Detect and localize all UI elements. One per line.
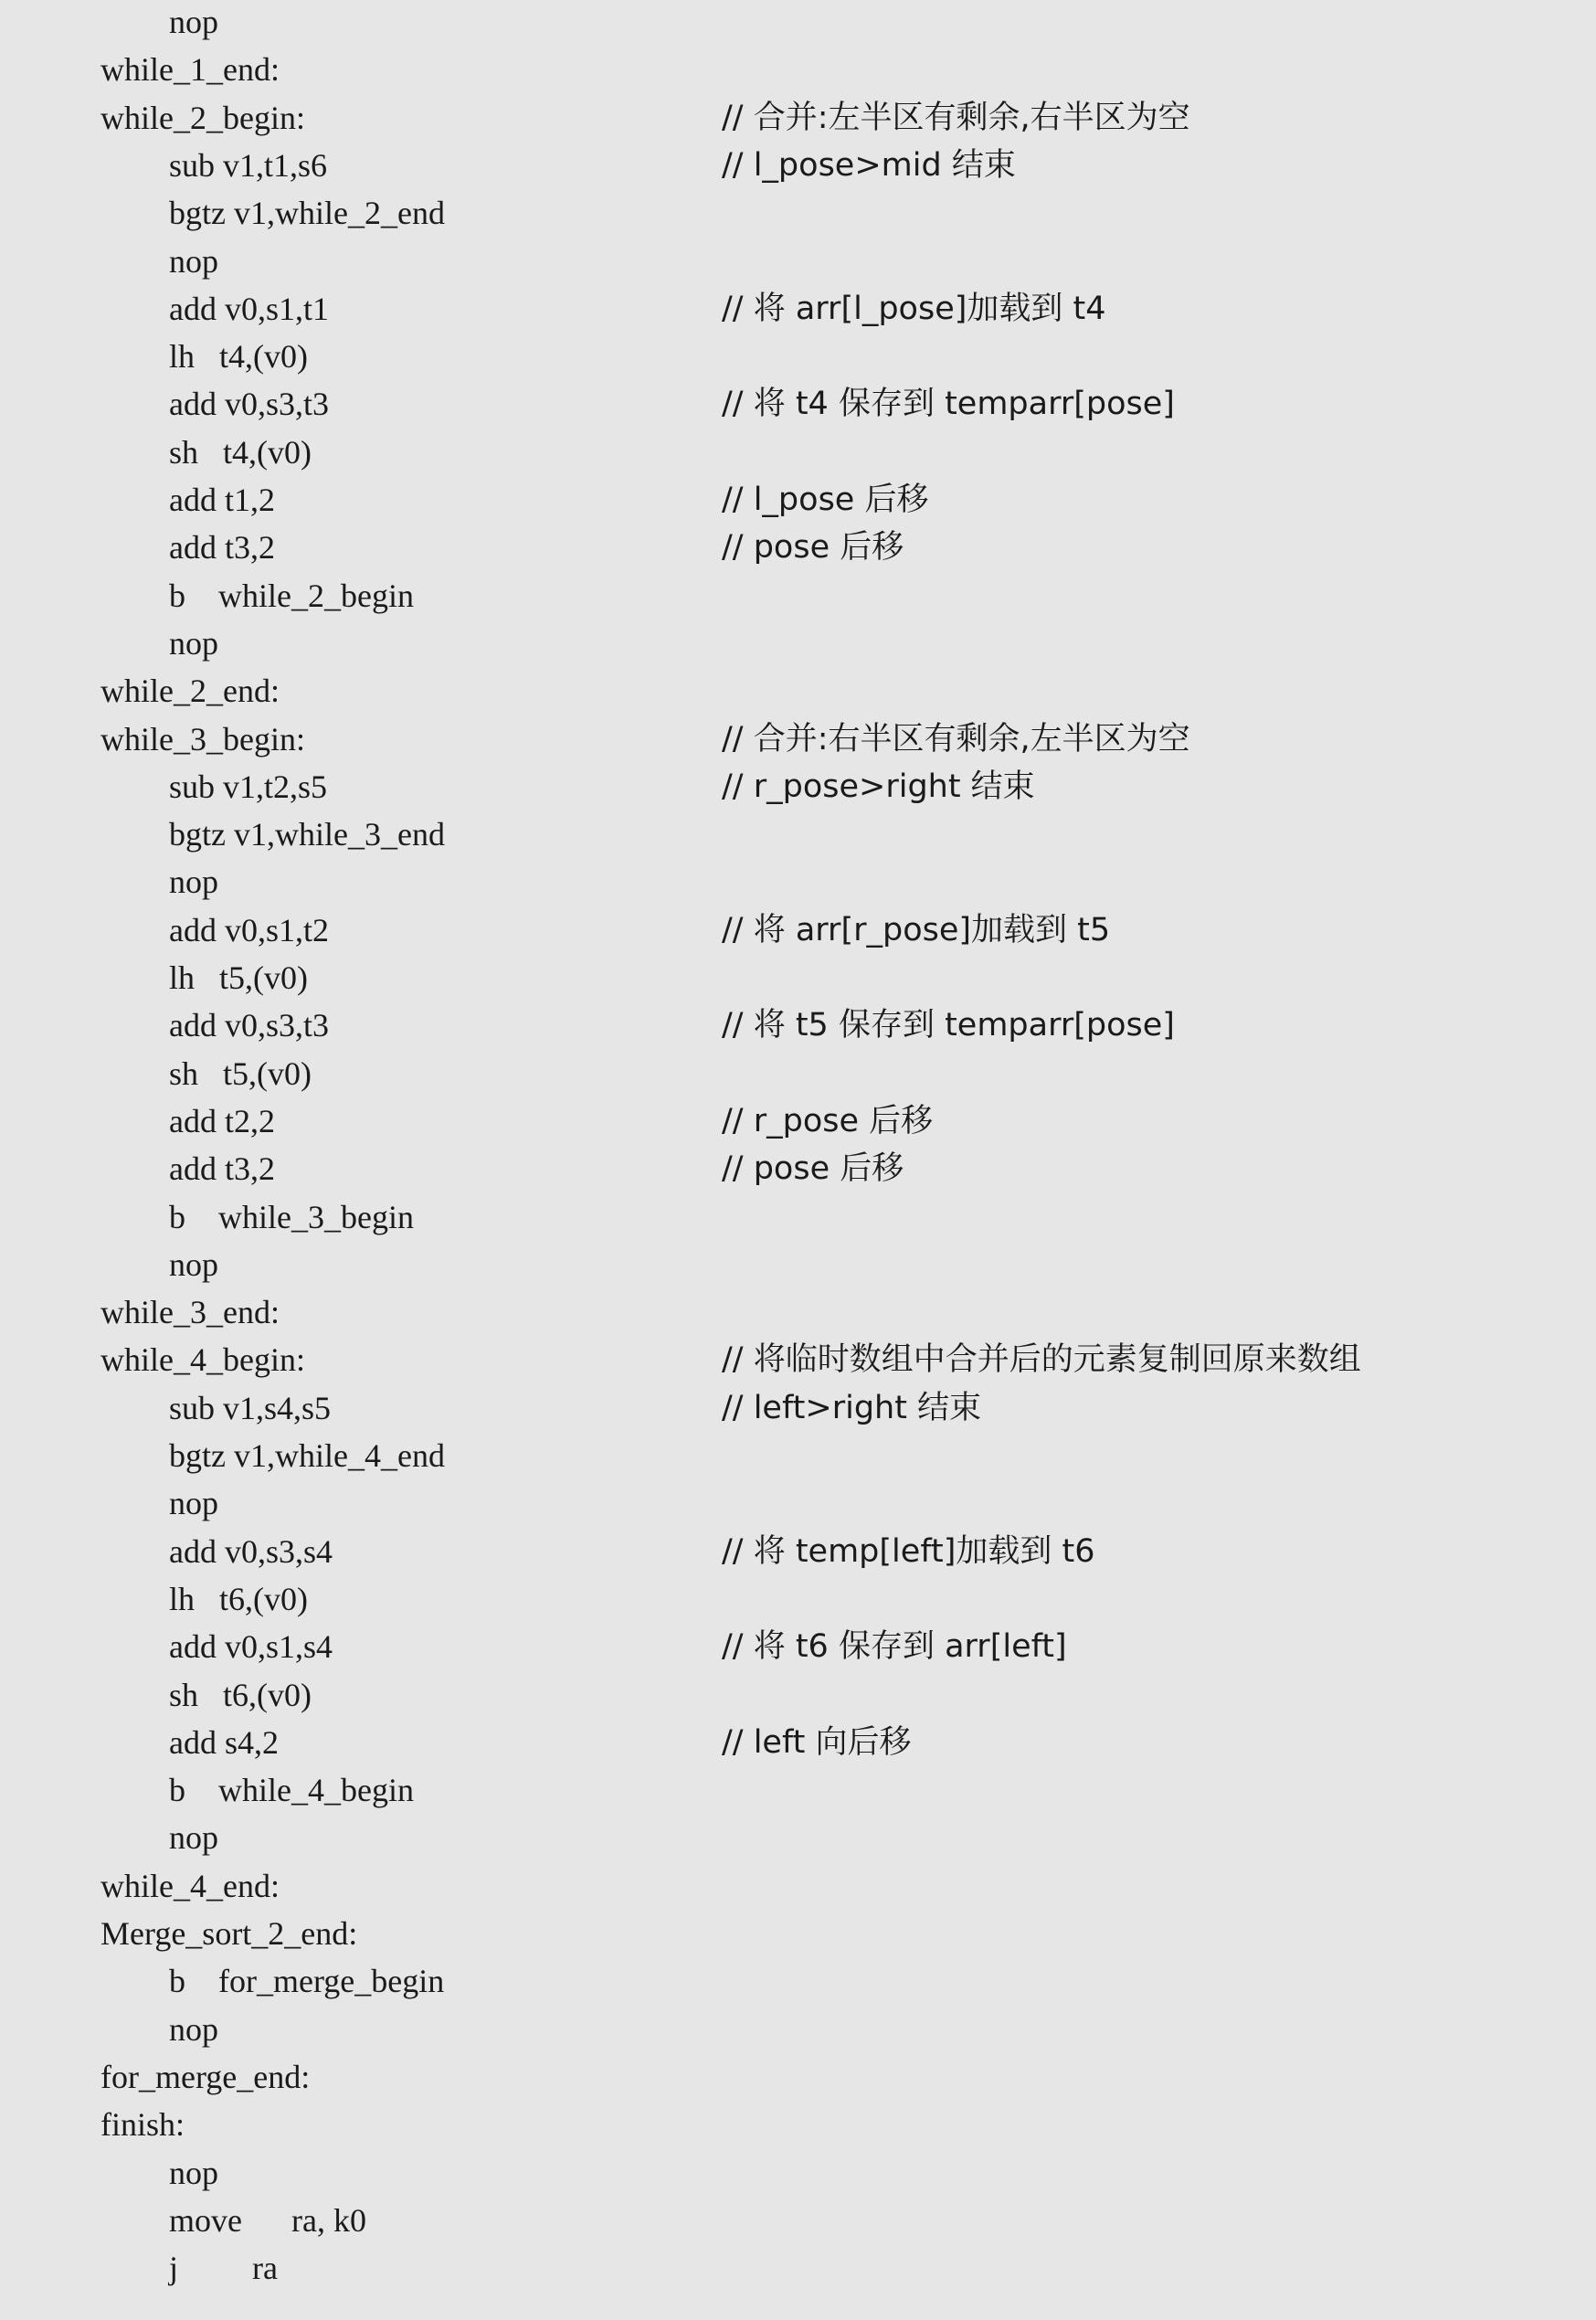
code-line (0, 1097, 1596, 1145)
instruction: add v0,s3,t3 (169, 1007, 329, 1044)
instruction: b while_3_begin (169, 1198, 414, 1235)
code-label: finish: (100, 2106, 185, 2144)
code-line (0, 1671, 1596, 1719)
code-line (0, 1384, 1596, 1432)
instruction: sh t4,(v0) (169, 433, 312, 471)
instruction: nop (169, 2154, 218, 2191)
instruction: sub v1,s4,s5 (169, 1389, 332, 1426)
instruction: add t3,2 (169, 1150, 275, 1188)
code-comment: // l_pose 后移 (722, 482, 929, 518)
instruction: add v0,s1,t1 (169, 290, 329, 327)
code-label: while_3_begin: (100, 720, 305, 757)
code-line (0, 1432, 1596, 1479)
code-line (0, 858, 1596, 906)
code-comment: // 将 t5 保存到 temparr[pose] (722, 1007, 1175, 1044)
code-comment: // r_pose 后移 (722, 1102, 934, 1139)
code-line (0, 0, 1596, 46)
code-line (0, 524, 1596, 571)
instruction: b while_2_begin (169, 577, 414, 614)
code-label: for_merge_end: (100, 2058, 311, 2095)
code-label: while_3_end: (100, 1294, 280, 1331)
code-line (0, 1910, 1596, 1957)
code-comment: // pose 后移 (722, 529, 904, 567)
code-comment: // left 向后移 (722, 1723, 912, 1761)
instruction: add v0,s3,s4 (169, 1532, 333, 1570)
code-label: while_1_end: (100, 51, 280, 89)
instruction: add t1,2 (169, 482, 275, 518)
code-line (0, 954, 1596, 1001)
instruction: sh t6,(v0) (169, 1676, 312, 1713)
instruction: nop (169, 1245, 218, 1283)
instruction: nop (169, 2010, 218, 2048)
code-line (0, 1288, 1596, 1336)
code-line (0, 333, 1596, 380)
code-line (0, 142, 1596, 189)
code-comment: // l_pose>mid 结束 (722, 146, 1016, 184)
code-line (0, 2197, 1596, 2244)
code-line (0, 1957, 1596, 2005)
code-line (0, 1001, 1596, 1049)
code-line (0, 1814, 1596, 1861)
code-line (0, 2149, 1596, 2197)
instruction: nop (169, 4, 218, 40)
code-comment: // 将临时数组中合并后的元素复制回原来数组 (722, 1341, 1361, 1379)
instruction: add v0,s3,t3 (169, 386, 329, 423)
code-comment: // 将 temp[left]加载到 t6 (722, 1532, 1095, 1570)
code-comment: // 将 t4 保存到 temparr[pose] (722, 386, 1175, 423)
instruction: lh t4,(v0) (169, 338, 308, 376)
code-comment: // 合并:右半区有剩余,左半区为空 (722, 720, 1190, 757)
instruction: nop (169, 1819, 218, 1857)
code-line (0, 810, 1596, 858)
code-line (0, 1193, 1596, 1241)
code-label: Merge_sort_2_end: (100, 1915, 358, 1952)
instruction: nop (169, 624, 218, 662)
code-label: while_4_end: (100, 1867, 280, 1904)
instruction: sub v1,t2,s5 (169, 768, 328, 805)
instruction: sh t5,(v0) (169, 1054, 312, 1092)
code-comment: // 将 arr[r_pose]加载到 t5 (722, 911, 1111, 948)
code-line (0, 572, 1596, 620)
code-line (0, 1766, 1596, 1814)
code-line (0, 94, 1596, 142)
instruction: add t2,2 (169, 1102, 275, 1139)
code-line (0, 2053, 1596, 2101)
instruction: bgtz v1,while_4_end (169, 1437, 445, 1474)
instruction: bgtz v1,while_3_end (169, 816, 445, 853)
code-line (0, 1050, 1596, 1097)
code-line (0, 285, 1596, 333)
code-line (0, 1575, 1596, 1623)
instruction: nop (169, 863, 218, 901)
code-line (0, 1145, 1596, 1192)
code-comment: // 将 t6 保存到 arr[left] (722, 1628, 1067, 1666)
code-line (0, 429, 1596, 476)
instruction: lh t5,(v0) (169, 959, 308, 996)
code-label: while_2_end: (100, 673, 280, 710)
code-line (0, 380, 1596, 428)
code-line (0, 1623, 1596, 1670)
code-line (0, 2006, 1596, 2053)
code-line (0, 763, 1596, 810)
code-line (0, 2101, 1596, 2148)
instruction: move ra, k0 (169, 2201, 366, 2239)
code-comment: // 将 arr[l_pose]加载到 t4 (722, 290, 1106, 327)
code-line (0, 620, 1596, 667)
code-comment: // r_pose>right 结束 (722, 768, 1035, 805)
code-line (0, 189, 1596, 237)
instruction: b while_4_begin (169, 1772, 414, 1809)
code-line (0, 1528, 1596, 1575)
code-line (0, 1719, 1596, 1766)
code-line (0, 715, 1596, 763)
code-comment: // 合并:左半区有剩余,右半区为空 (722, 99, 1190, 136)
instruction: add t3,2 (169, 529, 275, 567)
code-label: while_2_begin: (100, 99, 305, 136)
code-line (0, 906, 1596, 954)
instruction: add s4,2 (169, 1723, 279, 1761)
code-line (0, 1241, 1596, 1288)
instruction: add v0,s1,s4 (169, 1628, 333, 1666)
instruction: add v0,s1,t2 (169, 911, 329, 948)
instruction: bgtz v1,while_2_end (169, 195, 445, 232)
code-line (0, 667, 1596, 715)
code-comment: // left>right 结束 (722, 1389, 982, 1426)
instruction: j ra (169, 2250, 278, 2287)
code-label: while_4_begin: (100, 1341, 305, 1379)
code-line (0, 2244, 1596, 2292)
instruction: sub v1,t1,s6 (169, 146, 328, 184)
code-line (0, 46, 1596, 93)
code-line (0, 1862, 1596, 1910)
code-comment: // pose 后移 (722, 1150, 904, 1188)
instruction: nop (169, 1485, 218, 1522)
code-line (0, 476, 1596, 524)
code-line (0, 1336, 1596, 1383)
instruction: nop (169, 242, 218, 280)
instruction: lh t6,(v0) (169, 1580, 308, 1617)
code-line (0, 238, 1596, 285)
code-line (0, 1479, 1596, 1527)
instruction: b for_merge_begin (169, 1963, 445, 2000)
